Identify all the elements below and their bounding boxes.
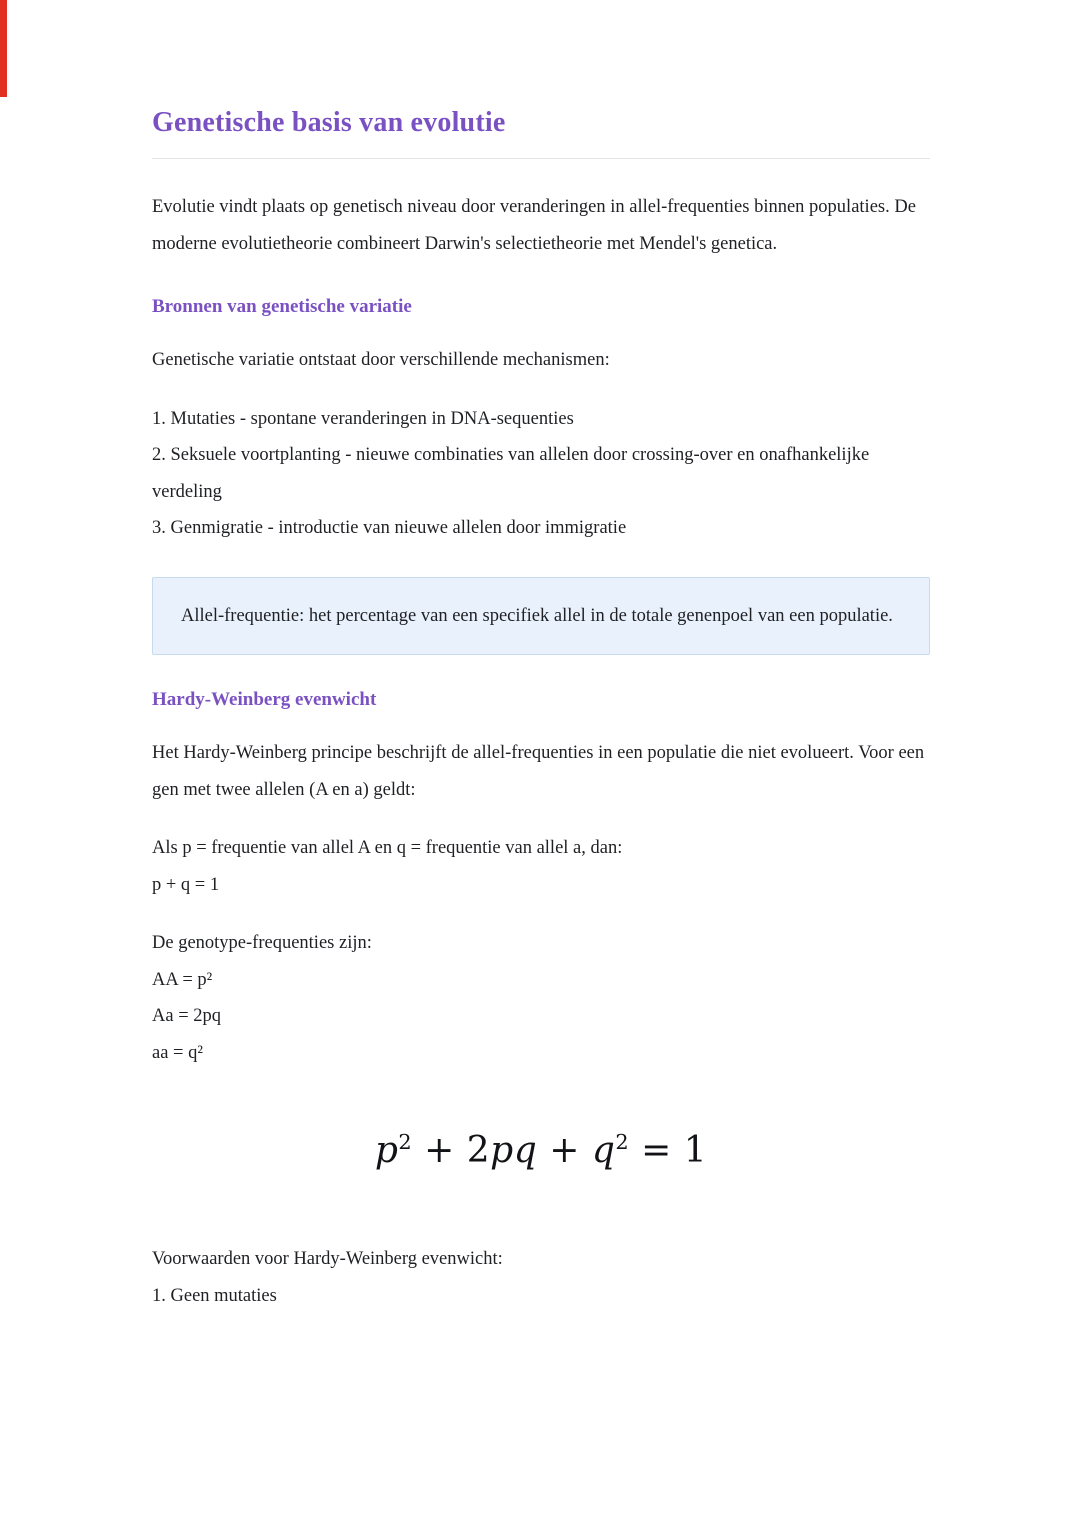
- intro-paragraph: Evolutie vindt plaats op genetisch niveau door veranderingen in allel-frequenties binnen populaties. De moderne evolutietheorie combineert Darwin's selectietheorie met Mendel's genetica.: [152, 197, 916, 254]
- frequency-definition-line: Als p = frequentie van allel A en q = frequentie van allel a, dan:: [152, 838, 623, 858]
- hardy-weinberg-formula: [152, 1127, 930, 1175]
- callout-box: [152, 577, 930, 656]
- formula-variable: pq: [490, 1130, 538, 1171]
- callout-text: Allel-frequentie: het percentage van een specifiek allel in de totale genenpoel van een populatie.: [181, 605, 893, 626]
- formula-superscript: 2: [398, 1130, 413, 1154]
- conditions-lead-line: Voorwaarden voor Hardy-Weinberg evenwicht:: [152, 1249, 503, 1269]
- formula-operator: +: [537, 1130, 592, 1171]
- genotype-frequencies-block: [152, 925, 930, 1071]
- genotype-line: aa = q²: [152, 1042, 203, 1063]
- formula-variable: p: [374, 1130, 399, 1171]
- variatie-lead-paragraph: Genetische variatie ontstaat door verschillende mechanismen:: [152, 350, 610, 370]
- section-heading-genetische-variatie: Bronnen van genetische variatie: [152, 296, 412, 317]
- formula-operator: + 2: [412, 1130, 491, 1171]
- genotype-lead-line: De genotype-frequenties zijn:: [152, 933, 372, 953]
- red-margin-marker: [0, 0, 7, 97]
- page-title: Genetische basis van evolutie: [152, 107, 506, 138]
- section-heading-hardy-weinberg: Hardy-Weinberg evenwicht: [152, 689, 377, 710]
- formula-variable: q: [591, 1130, 616, 1171]
- list-item: 3. Genmigratie - introductie van nieuwe allelen door immigratie: [152, 518, 627, 538]
- mechanisms-list: [152, 401, 930, 547]
- allele-frequency-block: [152, 830, 930, 903]
- formula-operator: = 1: [629, 1130, 708, 1171]
- hardy-weinberg-lead-paragraph: Het Hardy-Weinberg principe beschrijft de allel-frequenties in een populatie die niet evolueert. Voor een gen met twee allelen (A en a) geldt:: [152, 743, 925, 800]
- genotype-line: Aa = 2pq: [152, 1006, 222, 1026]
- list-item: 1. Mutaties - spontane veranderingen in DNA-sequenties: [152, 408, 574, 429]
- condition-item: 1. Geen mutaties: [152, 1285, 277, 1306]
- title-divider: [152, 158, 930, 159]
- conditions-block: [152, 1241, 930, 1314]
- frequency-equation-line: p + q = 1: [152, 874, 220, 895]
- list-item: 2. Seksuele voortplanting - nieuwe combinaties van allelen door crossing-over en onafhankelijke verdeling: [152, 445, 870, 502]
- genotype-line: AA = p²: [152, 969, 213, 990]
- formula-superscript: 2: [615, 1130, 630, 1154]
